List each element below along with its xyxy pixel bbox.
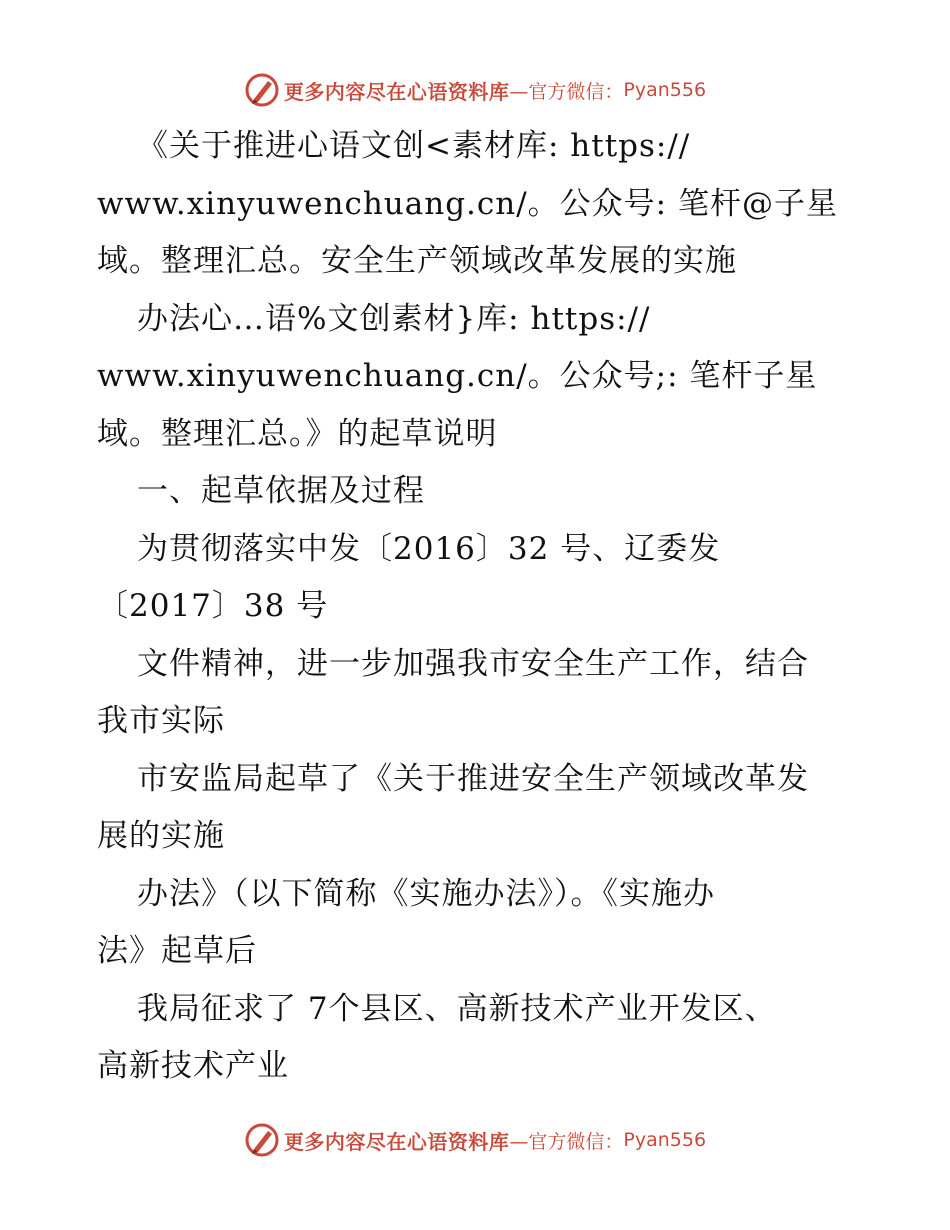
text-line: 文件精神，进一步加强我市安全生产工作，结合 <box>137 645 809 682</box>
watermark-label: —官方微信： <box>509 1130 624 1153</box>
text-line: 展的实施 <box>97 818 225 854</box>
pen-logo-icon <box>244 72 280 108</box>
text-line: 《关于推进心语文创<素材库: https:// <box>137 128 691 164</box>
section-heading: 一、起草依据及过程 <box>137 473 425 509</box>
text-line: 我局征求了 7个县区、高新技术产业开发区、 <box>137 990 777 1027</box>
text-line: 域。整理汇总。安全生产领域改革发展的实施 <box>97 243 737 279</box>
text-line: 域。整理汇总。》的起草说明 <box>97 415 498 452</box>
text-line: 办法》（以下简称《实施办法》）。《实施办 <box>137 875 715 912</box>
watermark-brand: 更多内容尽在心语资料库 <box>283 79 510 104</box>
text-line: 为贯彻落实中发〔2016〕32 号、辽委发 <box>137 530 721 567</box>
text-line: 〔2017〕38 号 <box>97 588 329 624</box>
watermark-wechat-id: Pyan556 <box>623 79 707 101</box>
text-line: 高新技术产业 <box>97 1048 289 1084</box>
pen-logo-icon <box>244 1122 280 1158</box>
text-line: 法》起草后 <box>97 933 257 969</box>
watermark-wechat-id: Pyan556 <box>623 1129 707 1151</box>
watermark-brand: 更多内容尽在心语资料库 <box>283 1129 510 1154</box>
text-line: 市安监局起草了《关于推进安全生产领域改革发 <box>137 760 809 797</box>
text-line: www.xinyuwenchuang.cn/。公众号: 笔杆@子星 <box>97 185 838 222</box>
text-line: 我市实际 <box>97 703 225 739</box>
text-line: 办法心…语%文创素材}库: https:// <box>137 300 651 337</box>
footer-watermark <box>0 1120 950 1160</box>
text-line: www.xinyuwenchuang.cn/。公众号;: 笔杆子星 <box>97 358 818 394</box>
watermark-label: —官方微信： <box>509 80 624 103</box>
document-body <box>97 118 867 1096</box>
header-watermark <box>0 70 950 110</box>
